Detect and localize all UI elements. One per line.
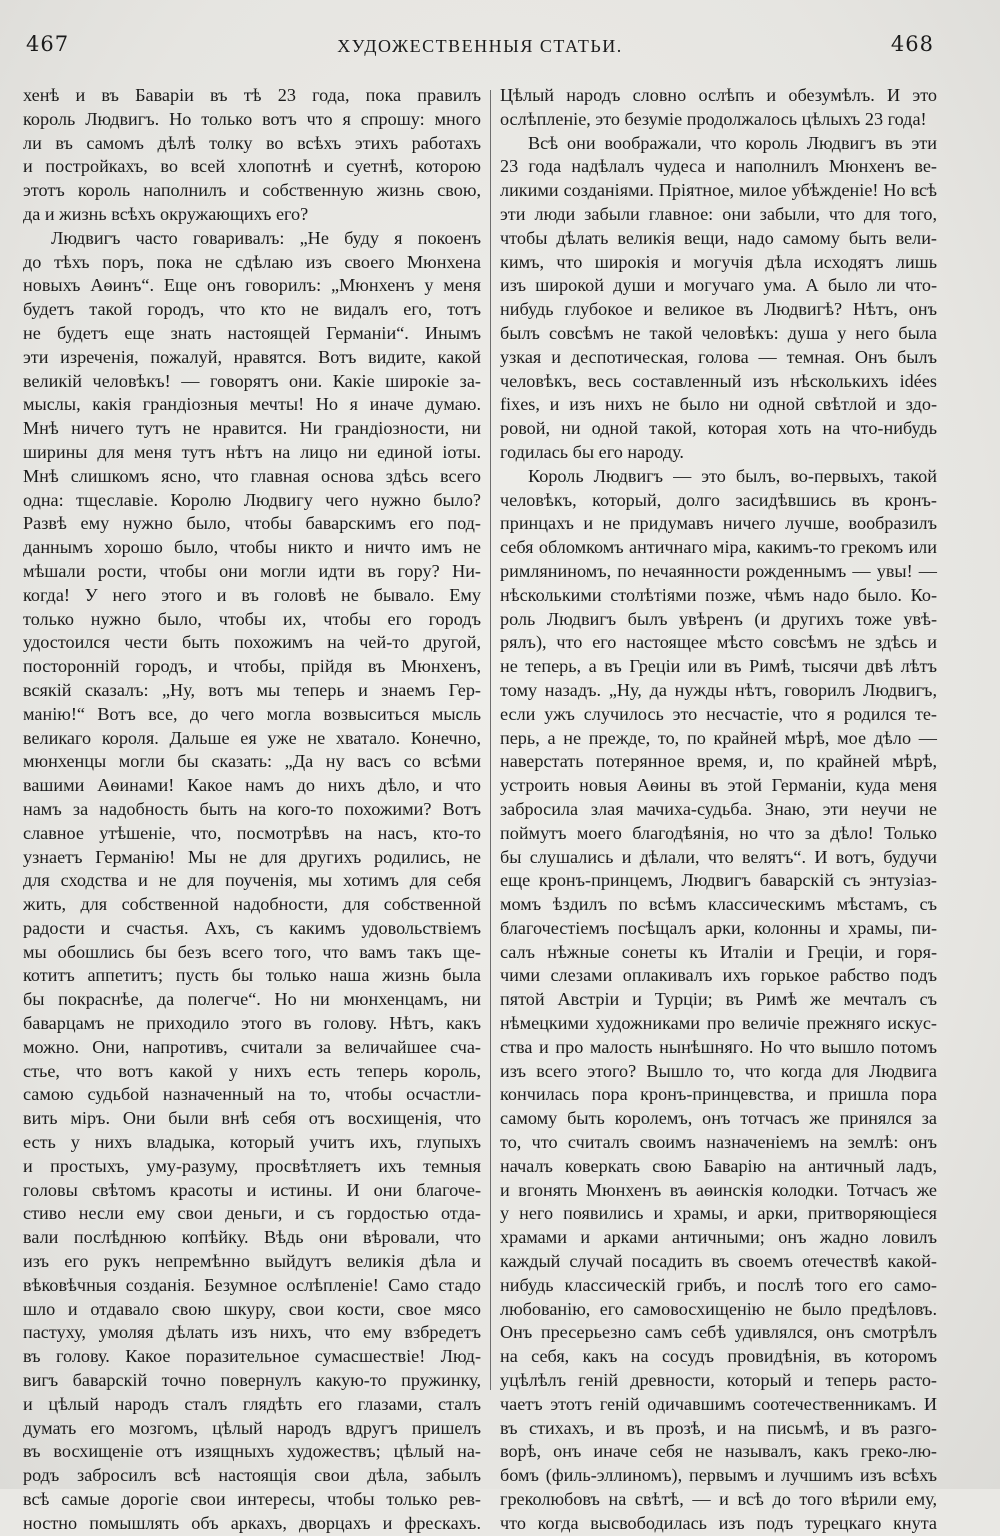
text-line: храмами и арками античными; онъ жадно ловилъ (500, 1227, 937, 1248)
text-line: чаетъ этотъ геній одичавшимъ соотечественникамъ. И (500, 1393, 937, 1414)
text-line: узнаетъ Германію! Мы не для другихъ родились, не (23, 846, 481, 867)
text-line: Развѣ ему нужно было, чтобы баварскимъ его под- (23, 513, 481, 534)
text-line: Всѣ они воображали, что король Людвигъ въ эти (528, 132, 937, 153)
right-text-column (500, 84, 937, 1536)
text-line: до тѣхъ поръ, пока не сдѣлаю изъ своего Мюнхена (23, 251, 481, 272)
text-line: посторонній городъ, и чтобы, прійдя въ Мюнхенъ, (23, 656, 481, 677)
text-line: эти люди забыли главное: они забыли, что для того, (500, 203, 937, 224)
text-line: будетъ такой городъ, что кто не видалъ его, тотъ (23, 299, 481, 320)
text-line: fixes, и изъ нихъ не было ни одной свѣтлой и здо- (500, 394, 937, 415)
text-line: себя обломкомъ античнаго міра, какимъ-то грекомъ или (500, 537, 937, 558)
text-line: всѣ самые дорогіе свои интересы, чтобы только рев- (23, 1489, 481, 1510)
text-line: поймутъ моего благодѣянія, но что за дѣло! Только (500, 822, 937, 843)
text-line: еще кронъ-принцемъ, Людвигъ баварскій съ энтузіаз- (500, 870, 937, 891)
text-line: ослѣпленіе, это безуміе продолжалось цѣлыхъ 23 года! (500, 108, 927, 129)
text-line: узкая и деспотическая, голова — темная. Онъ былъ (500, 346, 937, 367)
text-line: въ восхищеніе отъ изящныхъ художествъ; цѣлый на- (23, 1441, 481, 1462)
text-line: ширины для меня тутъ нѣтъ на лицо ни единой іоты. (23, 441, 481, 462)
text-line: Цѣлый народъ словно ослѣпъ и обезумѣлъ. И это (500, 85, 937, 105)
text-line: началъ коверкать свою Баварію на античный ладъ, (500, 1155, 937, 1176)
text-line: былъ совсѣмъ не такой человѣкъ: душа у него была (500, 322, 937, 343)
text-line: манію!“ Вотъ все, до чего могла возвыситься мысль (23, 703, 481, 724)
text-line: Мнѣ слишкомъ ясно, что главная основа здѣсь всего (23, 465, 481, 486)
text-line: только нужно было, чтобы их, чтобы его городъ (23, 608, 481, 629)
text-line: намъ за надобность быть на кого-то похожими? Вотъ (23, 798, 481, 819)
running-title: ХУДОЖЕСТВЕННЫЯ СТАТЬИ. (337, 36, 623, 56)
text-line: не теперь, а въ Греціи или въ Римѣ, тысячи двѣ лѣтъ (500, 656, 937, 677)
text-line: на себя, какъ на сосудъ провидѣнія, въ которомъ (500, 1346, 937, 1367)
text-line: изъ всего этого? Вышло то, что когда для Людвига (500, 1060, 937, 1081)
text-line: стье, что вотъ какой у нихъ есть теперь король, (23, 1060, 481, 1081)
text-line: 23 года надѣлалъ чудеса и наполнилъ Мюнхенъ ве- (500, 156, 937, 177)
text-line: мыслы, какія грандіозныя мечты! Но я иначе думаю. (23, 394, 481, 415)
text-line: перь, а не прежде, то, по крайней мѣрѣ, мое дѣло — (500, 727, 937, 748)
text-line: Король Людвигъ — это былъ, во-первыхъ, такой (528, 465, 937, 486)
text-line: устроить новыя Аѳины въ этой Германіи, куда меня (500, 775, 937, 796)
text-line: изъ широкой души и могучаго ума. А было ли что- (500, 275, 937, 296)
text-line: даннымъ хорошо было, чтобы никто и ничто имъ не (23, 537, 481, 558)
text-line: салъ нѣжные сонеты къ Италіи и Греціи, и горя- (500, 941, 937, 962)
text-line: нибудь классическій грибъ, и послѣ того его само- (500, 1274, 937, 1295)
text-line: вали послѣднюю копѣйку. Вѣдь они вѣровали, что (23, 1227, 481, 1248)
text-line: что когда высвободилась изъ подъ турецкаго кнута (500, 1512, 937, 1533)
text-line: есть у нихъ владыка, который учитъ ихъ, глупыхъ (23, 1132, 481, 1153)
text-line: человѣкъ, весь составленный изъ нѣсколькихъ idées (500, 370, 937, 391)
text-line: ворѣ, онъ иначе себя не называлъ, какъ греко-лю- (500, 1441, 937, 1462)
text-line: и простыхъ, уму-разуму, просвѣтляетъ ихъ темныя (23, 1155, 481, 1176)
text-line: момъ ѣздилъ по всѣмъ классическимъ мѣстамъ, съ (500, 894, 937, 915)
text-line: принцахъ и не придумавъ ничего лучше, вообразилъ (500, 513, 937, 534)
text-line: радости и счастья. Ахъ, съ какимъ удовольствіемъ (23, 917, 481, 938)
text-line: вить міръ. Они были внѣ себя отъ восхищенія, что (23, 1108, 481, 1129)
text-line: ровой, ни одной такой, которая хоть на что-нибудь (500, 418, 937, 439)
text-line: и вгонять Мюнхенъ въ аѳинскія колодки. Тотчасъ же (500, 1179, 937, 1200)
text-line: греколюбовъ на свѣтѣ, — и всѣ до того вѣрили ему, (500, 1489, 937, 1510)
text-line: головы свѣтомъ красоты и истины. И они благоче- (23, 1179, 481, 1200)
text-line: великаго короля. Дальше ея уже не хватало. Конечно, (23, 727, 481, 748)
text-line: благочестіемъ посѣщалъ арки, колонны и храмы, пи- (500, 917, 937, 938)
text-line: рялъ), что его настоящее мѣсто совсѣмъ не здѣсь и (500, 632, 937, 653)
text-line: и цѣлый народъ сталъ глядѣть его глазами, сталъ (23, 1393, 481, 1414)
text-line: мы обошлись бы безъ всего того, что вамъ такъ ще- (23, 941, 481, 962)
text-line: вигъ баварскій точно повернулъ какую-то пружинку, (23, 1370, 481, 1391)
text-line: славное утѣшеніе, что, посмотрѣвъ на насъ, кто-то (23, 822, 481, 843)
text-line: великій человѣкъ! — говорятъ они. Какіе широкіе за- (23, 370, 481, 391)
text-line: вѣковѣчныя созданія. Безумное ослѣпленіе! Само стадо (23, 1274, 481, 1295)
text-line: если ужъ случилось это несчастіе, что я родился те- (500, 703, 937, 724)
left-page-number: 467 (26, 32, 70, 56)
text-line: уцѣлѣлъ геній древности, который и теперь расто- (500, 1370, 937, 1391)
text-line: котитъ аппетитъ; пусть бы только наша жизнь была (23, 965, 481, 986)
text-line: ностно помышлять объ аркахъ, дворцахъ и фрескахъ. (23, 1512, 481, 1533)
text-line: не будетъ еще знать настоящей Германіи“. Инымъ (23, 322, 481, 343)
text-line: всякій сказалъ: „Ну, вотъ мы теперь и знаемъ Гер- (23, 679, 481, 700)
text-line: одна: тщеславіе. Королю Людвигу чего нужно было? (23, 489, 481, 510)
text-line: Онъ пресерьезно самъ себѣ удивлялся, онъ смотрѣлъ (500, 1322, 937, 1343)
text-line: ли въ самомъ дѣлѣ толку во всѣхъ этихъ работахъ (23, 132, 481, 153)
text-line: ства и про малость нынѣшняго. Но что вышло потомъ (500, 1036, 937, 1057)
text-line: въ стихахъ, и въ прозѣ, и на письмѣ, и въ разго- (500, 1417, 937, 1438)
text-line: родъ забросилъ всѣ настоящія свои дѣла, забылъ (23, 1465, 481, 1486)
text-line: эти изреченія, пожалуй, нравятся. Вотъ видите, какой (23, 346, 481, 367)
text-line: самою судьбой назначенный на то, чтобы осчастли- (23, 1084, 481, 1105)
column-divider (490, 90, 491, 1390)
text-line: въ голову. Какое поразительное сумасшествіе! Люд- (23, 1346, 481, 1367)
text-line: мюнхенцы могли бы сказать: „Да ну васъ со всѣми (23, 751, 481, 772)
text-line: бы слушались и дѣлали, что велятъ“. И вотъ, будучи (500, 846, 937, 867)
text-line: изъ его рукъ непремѣнно выйдутъ великія дѣла и (23, 1251, 481, 1272)
text-line: удостоился чести быть похожимъ на чей-то другой, (23, 632, 481, 653)
text-line: чтобы дѣлать великія вещи, надо самому быть вели- (500, 227, 937, 248)
text-line: можно. Они, напротивъ, считали за величайшее сча- (23, 1036, 481, 1057)
text-line: у него появились и храмы, и арки, притворяющіеся (500, 1203, 937, 1224)
text-line: баварцамъ не приходило этого въ голову. Нѣтъ, какъ (23, 1013, 481, 1034)
text-line: человѣкъ, который, долго засидѣвшись въ кронъ- (500, 489, 937, 510)
text-line: наверстать потерянное время, и, по крайней мѣрѣ, (500, 751, 937, 772)
text-line: чими слезами оплакивалъ ихъ горькое рабство подъ (500, 965, 937, 986)
right-page-number: 468 (890, 32, 934, 56)
text-line: то, что считалъ своимъ назначеніемъ на землѣ: онъ (500, 1132, 937, 1153)
text-line: забросила злая мачиха-судьба. Знаю, эти неучи не (500, 798, 937, 819)
left-text-column (23, 84, 481, 1536)
text-line: король Людвигъ. Но только вотъ что я спрошу: много (23, 108, 481, 129)
text-line: кончилась пора кронъ-принцевства, и пришла пора (500, 1084, 937, 1105)
text-line: ликими созданіями. Пріятное, милое убѣжденіе! Но всѣ (500, 180, 937, 201)
text-line: пятой Австріи и Турціи; въ Римѣ же мечталъ съ (500, 989, 937, 1010)
text-line: новыхъ Аѳинъ“. Еще онъ говорилъ: „Мюнхенъ у меня (23, 275, 481, 296)
text-line: самому быть королемъ, онъ тотчасъ же принялся за (500, 1108, 937, 1129)
text-line: кимъ, что широкія и могучія дѣла исходятъ лишь (500, 251, 937, 272)
text-line: когда! У него этого и въ головѣ не бывало. Ему (23, 584, 481, 605)
text-line: Людвигъ часто говаривалъ: „Не буду я покоенъ (51, 227, 481, 248)
text-line: нибудь глубокое и великое въ Людвигѣ? Нѣтъ, онъ (500, 299, 937, 320)
text-line: нѣмецкими художниками про величіе прежняго искус- (500, 1013, 937, 1034)
text-line: мѣшали рости, чтобы они могли идти въ гору? Ни- (23, 560, 481, 581)
text-line: каждый случай посадить въ своемъ отечествѣ какой- (500, 1251, 937, 1272)
text-line: вашими Аѳинами! Какое намъ до нихъ дѣло, и что (23, 775, 481, 796)
text-line: годилась бы его народу. (500, 441, 684, 462)
page-header (26, 30, 934, 70)
text-line: роль Людвигъ былъ увѣренъ (и другихъ тоже увѣ- (500, 608, 937, 629)
text-line: любованію, его самовосхищенію не было предѣловъ. (500, 1298, 937, 1319)
text-line: и постройкахъ, во всей хлопотнѣ и суетнѣ, которою (23, 156, 481, 177)
text-line: пастуху, умоляя дѣлать изъ нихъ, что ему взбредетъ (23, 1322, 481, 1343)
text-line: хенѣ и въ Баваріи въ тѣ 23 года, пока правилъ (23, 85, 481, 105)
text-line: стиво несли ему свои деньги, и съ гордостью отда- (23, 1203, 481, 1224)
text-line: бы покраснѣе, да полегче“. Но ни мюнхенцамъ, ни (23, 989, 481, 1010)
text-line: Мнѣ ничего тутъ не нравится. Ни грандіозности, ни (23, 418, 481, 439)
text-line: этотъ король наполнилъ и собственную жизнь свою, (23, 180, 481, 201)
text-line: да и жизнь всѣхъ окружающихъ его? (23, 203, 309, 224)
text-line: шло и отдавало свою шкуру, свои кости, свое мясо (23, 1298, 481, 1319)
text-line: думать его мозгомъ, цѣлый народъ вдругъ пришелъ (23, 1417, 481, 1438)
text-line: для сходства и не для поученія, мы хотимъ для себя (23, 870, 481, 891)
text-line: нѣсколькими столѣтіями позже, чѣмъ надо было. Ко- (500, 584, 937, 605)
text-line: римляниномъ, по нечаянности рожденнымъ — увы! — (500, 560, 937, 581)
text-line: бомъ (филь-эллиномъ), первымъ и лучшимъ изъ всѣхъ (500, 1465, 937, 1486)
text-line: тому назадъ. „Ну, да нужды нѣтъ, говорилъ Людвигъ, (500, 679, 937, 700)
text-line: жить, для собственной надобности, для собственной (23, 894, 481, 915)
